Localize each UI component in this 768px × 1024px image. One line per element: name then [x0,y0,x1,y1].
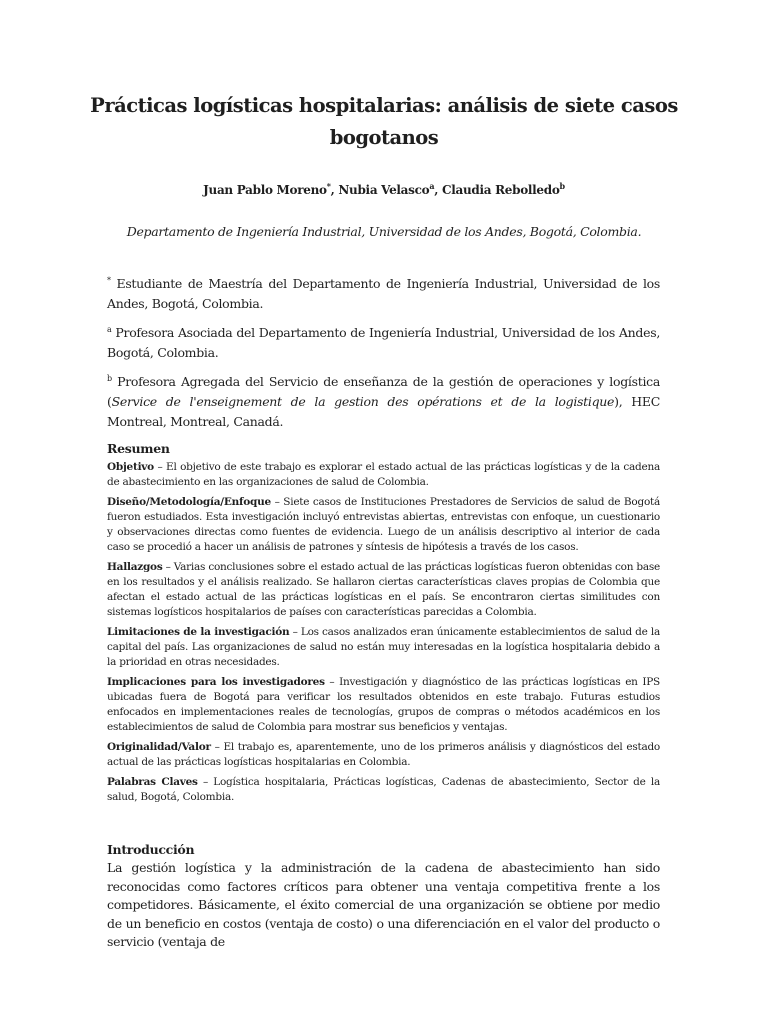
abstract-section [107,441,660,810]
paragraph-text: – Los casos analizados eran únicamente establecimientos de salud de la capital del país. Las organizaciones de salud no están muy interesadas en la logística hospitalaria debido a la prioridad en otras necesidades. [107,626,660,668]
note-mark: b [107,374,112,384]
author-separator: , [434,183,442,197]
paragraph-label: Implicaciones para los investigadores [107,676,325,688]
abstract-paragraph-objetivo [107,460,660,490]
abstract-paragraph-implicaciones [107,675,660,735]
author-separator: , [330,183,339,197]
note-mark: a [107,325,112,335]
note-text: ), HEC Montreal, Montreal, Canadá. [107,394,660,430]
abstract-paragraph-hallazgos [107,560,660,620]
author-name: Nubia Velasco [338,183,430,197]
paragraph-text: – Logística hospitalaria, Prácticas logísticas, Cadenas de abastecimiento, Sector de la salud, Bogotá, Colombia. [107,776,660,803]
author-note [107,369,660,432]
introduction-heading: Introducción [107,842,195,857]
author-mark: a [429,181,435,191]
paragraph-label: Originalidad/Valor [107,741,211,753]
abstract-heading: Resumen [107,441,170,456]
author-mark: b [559,181,565,191]
abstract-paragraph-palabras-claves [107,775,660,805]
paragraph-text: – El trabajo es, aparentemente, uno de los primeros análisis y diagnósticos del estado actual de las prácticas logísticas hospitalarias en Colombia. [107,741,660,768]
note-text: Estudiante de Maestría del Departamento de Ingeniería Industrial, Universidad de los Andes, Bogotá, Colombia. [107,276,660,312]
paragraph-label: Diseño/Metodología/Enfoque [107,496,271,508]
paragraph-label: Objetivo [107,461,154,473]
paragraph-label: Palabras Claves [107,776,198,788]
introduction-section [107,842,660,951]
paragraph-text: – Siete casos de Instituciones Prestadores de Servicios de salud de Bogotá fueron estudiados. Esta investigación incluyó entrevistas abiertas, entrevistas con enfoque, un cuestionario y observaciones directas como fuentes de evidencia. Luego de un análisis descriptivo al interior de cada caso se procedió a hacer un análisis de patrones y síntesis de hipótesis a través de los casos. [107,496,660,553]
note-mark: * [107,276,111,285]
paragraph-text: – Varias conclusiones sobre el estado actual de las prácticas logísticas fueron obtenidas con base en los resultados y el análisis realizado. Se hallaron ciertas características claves propias de Colombia que afectan el estado actual de las prácticas logísticas en el país. Se encontraron ciertas similitudes con sistemas logísticos hospitalarios de países con características parecidas a Colombia. [107,561,660,618]
author-mark: * [326,181,331,191]
author-name: Juan Pablo Moreno [203,183,327,197]
abstract-paragraph-limitaciones [107,625,660,670]
note-text: Profesora Asociada del Departamento de Ingeniería Industrial, Universidad de los Andes, Bogotá, Colombia. [107,325,660,361]
abstract-paragraph-diseno [107,495,660,555]
author-name: Claudia Rebolledo [441,183,560,197]
paragraph-text: – Investigación y diagnóstico de las prácticas logísticas en IPS ubicadas fuera de Bogotá para verificar los resultados obtenidos en este trabajo. Futuras estudios enfocados en implementaciones reales de tecnologías, grupos de compras o métodos académicos en los establecimientos de salud de Colombia para mostrar sus beneficios y ventajas. [107,676,660,733]
author-notes [107,271,660,438]
author-list [100,181,668,197]
paper-title: Prácticas logísticas hospitalarias: análisis de siete casos bogotanos [90,94,678,149]
author-note [107,320,660,363]
paragraph-label: Hallazgos [107,561,163,573]
abstract-paragraph-originalidad [107,740,660,770]
introduction-paragraph: La gestión logística y la administración de la cadena de abastecimiento han sido reconocidas como factores críticos para obtener una ventaja competitiva frente a los competidores. Básicamente, el éxito comercial de una organización se obtiene por medio de un beneficio en costos (ventaja de costo) o una diferenciación en el valor del producto o servicio (ventaja de [107,860,660,949]
paragraph-text: – El objetivo de este trabajo es explorar el estado actual de las prácticas logísticas y de la cadena de abastecimiento en las organizaciones de salud de Colombia. [107,461,660,488]
note-text: Profesora Agregada del Servicio de enseñanza de la gestión de operaciones y logística ( [107,374,660,410]
note-text-italic: Service de l'enseignement de la gestion des opérations et de la logistique [111,394,615,410]
affiliation: Departamento de Ingeniería Industrial, Universidad de los Andes, Bogotá, Colombia. [126,224,642,239]
author-note [107,271,660,314]
paragraph-label: Limitaciones de la investigación [107,626,290,638]
